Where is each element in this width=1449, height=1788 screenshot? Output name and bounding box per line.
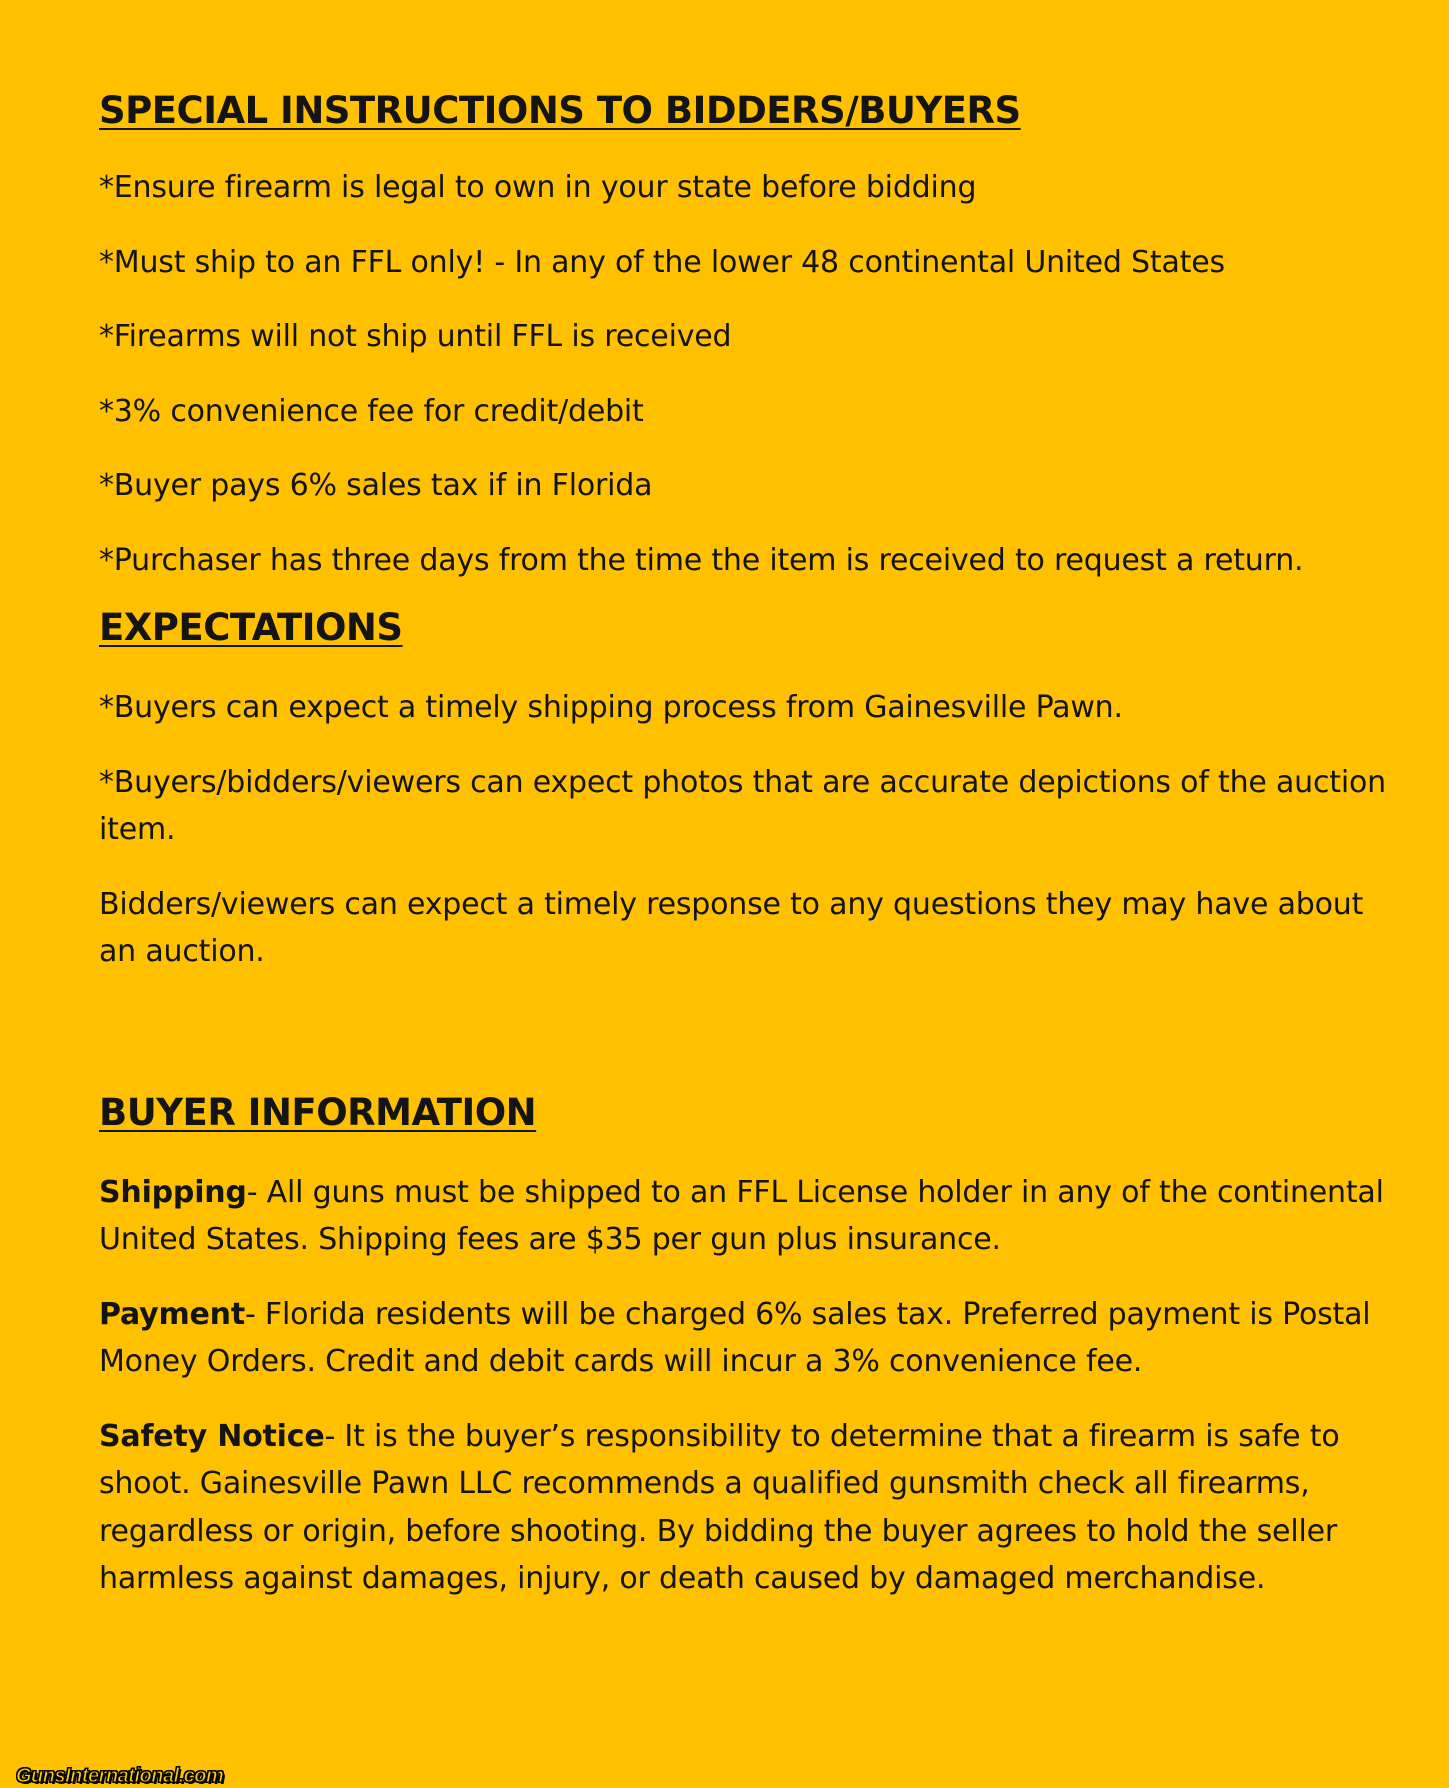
payment-paragraph [99, 1291, 1409, 1386]
expectation-item: *Buyers can expect a timely shipping process from Gainesville Pawn. [99, 690, 1123, 725]
shipping-label: Shipping [99, 1174, 247, 1210]
instruction-item: *Must ship to an FFL only! - In any of the lower 48 continental United States [99, 244, 1225, 280]
expectation-item: Bidders/viewers can expect a timely response to any questions they may have about an auction. [99, 886, 1364, 969]
payment-label: Payment [99, 1296, 245, 1332]
instruction-item: *3% convenience fee for credit/debit [99, 393, 644, 429]
shipping-text: - All guns must be shipped to an FFL License holder in any of the continental United States. Shipping fees are $35 per gun plus insurance. [99, 1174, 1384, 1257]
shipping-paragraph [99, 1169, 1409, 1264]
instruction-item: *Buyer pays 6% sales tax if in Florida [99, 468, 653, 503]
instruction-item: *Ensure firearm is legal to own in your state before bidding [99, 170, 977, 205]
payment-text: - Florida residents will be charged 6% sales tax. Preferred payment is Postal Money Orders. Credit and debit cards will incur a 3% convenience fee. [99, 1296, 1371, 1379]
buyer-information-heading: BUYER INFORMATION [99, 1090, 537, 1134]
watermark-logo: GunsInternational.com [16, 1765, 224, 1787]
expectations-heading: EXPECTATIONS [99, 606, 403, 649]
safety-notice-paragraph [99, 1413, 1409, 1603]
safety-notice-label: Safety Notice [99, 1418, 325, 1454]
expectation-item: *Buyers/bidders/viewers can expect photos that are accurate depictions of the auction item. [99, 764, 1386, 847]
instruction-item: *Purchaser has three days from the time the item is received to request a return. [99, 542, 1304, 578]
document-page [99, 88, 1419, 1603]
safety-notice-text: - It is the buyer’s responsibility to determine that a firearm is safe to shoot. Gainesville Pawn LLC recommends a qualified gunsmith check all firearms, regardless or origin, before shooting. By bidding the buyer agrees to hold the seller harmless against damages, injury, or death caused by damaged merchandise. [99, 1418, 1340, 1596]
special-instructions-heading: SPECIAL INSTRUCTIONS TO BIDDERS/BUYERS [99, 89, 1021, 132]
instruction-item: *Firearms will not ship until FFL is received [99, 319, 732, 354]
